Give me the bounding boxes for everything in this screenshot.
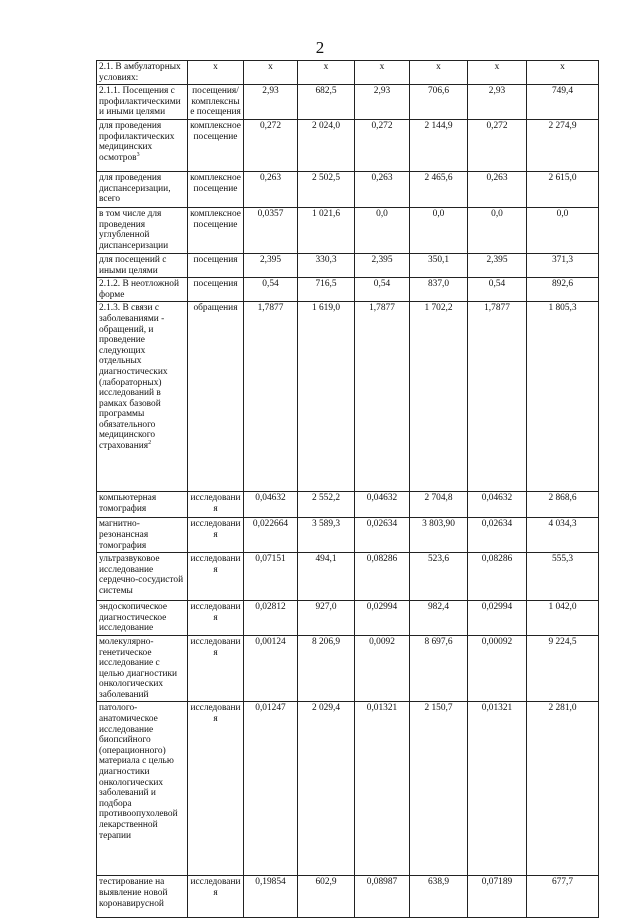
indicator-name: молекулярно-генетическое исследование с целью диагностики онкологических заболеваний	[99, 636, 178, 700]
indicator-name: в том числе для проведения углубленной диспансеризации	[99, 208, 169, 251]
value-cell: 2 704,8	[410, 492, 468, 518]
unit-cell: исследования	[188, 635, 244, 702]
value-cell: х	[298, 61, 355, 85]
value-cell: х	[355, 61, 410, 85]
value-cell: 0,08286	[468, 553, 527, 601]
value-cell: 1 021,6	[298, 207, 355, 253]
unit-cell: х	[188, 61, 244, 85]
footnote-mark: 3	[136, 151, 140, 158]
value-cell: 0,02634	[355, 518, 410, 553]
unit-cell: исследования	[188, 553, 244, 601]
indicator-name-cell	[97, 876, 188, 918]
value-cell: 2,93	[244, 85, 298, 120]
indicator-name: компьютерная томография	[99, 493, 157, 514]
value-cell: 982,4	[410, 601, 468, 636]
unit-cell: комплексное посещение	[188, 207, 244, 253]
value-cell: 706,6	[410, 85, 468, 120]
indicator-name: магнитно-резонансная томография	[99, 519, 149, 551]
value-cell: 677,7	[527, 876, 599, 918]
indicator-name: тестирование на выявление новой коронавирусной	[99, 877, 168, 909]
indicator-name: 2.1.3. В связи с заболеваниями - обращений, и проведение следующих отдельных диагностических (лабораторных) исследований в рамках базовой программы обязательного медицинского страхования	[99, 303, 168, 452]
value-cell: 0,00092	[468, 635, 527, 702]
value-cell: 0,0092	[355, 635, 410, 702]
value-cell: х	[468, 61, 527, 85]
value-cell: 1 805,3	[527, 302, 599, 492]
table-row	[97, 876, 599, 918]
value-cell: 0,272	[355, 119, 410, 171]
value-cell: 0,00124	[244, 635, 298, 702]
value-cell: 4 034,3	[527, 518, 599, 553]
value-cell: 0,022664	[244, 518, 298, 553]
indicator-name-cell	[97, 207, 188, 253]
unit-cell: исследования	[188, 876, 244, 918]
value-cell: 0,07189	[468, 876, 527, 918]
value-cell: 716,5	[298, 278, 355, 302]
table-row	[97, 278, 599, 302]
table-row	[97, 171, 599, 207]
value-cell: 0,0	[410, 207, 468, 253]
unit-cell: исследования	[188, 702, 244, 876]
value-cell: 0,01321	[355, 702, 410, 876]
indicator-name: ультразвуковое исследование сердечно-сосудистой системы	[99, 554, 184, 596]
value-cell: 0,04632	[244, 492, 298, 518]
indicator-name: 2.1. В амбулаторных условиях:	[99, 62, 181, 83]
table-row	[97, 253, 599, 277]
value-cell: 2 150,7	[410, 702, 468, 876]
indicator-name-cell	[97, 518, 188, 553]
indicator-name-cell	[97, 278, 188, 302]
value-cell: 0,54	[355, 278, 410, 302]
value-cell: 0,02994	[355, 601, 410, 636]
unit-cell: посещения/комплексные посещения	[188, 85, 244, 120]
value-cell: 682,5	[298, 85, 355, 120]
value-cell: 0,04632	[468, 492, 527, 518]
value-cell: 0,02812	[244, 601, 298, 636]
value-cell: 0,04632	[355, 492, 410, 518]
value-cell: 523,6	[410, 553, 468, 601]
table-row	[97, 601, 599, 636]
value-cell: 2,93	[468, 85, 527, 120]
indicator-name-cell	[97, 302, 188, 492]
value-cell: 0,272	[244, 119, 298, 171]
value-cell: 2,395	[468, 253, 527, 277]
value-cell: 1,7877	[355, 302, 410, 492]
value-cell: 0,02994	[468, 601, 527, 636]
value-cell: 1 702,2	[410, 302, 468, 492]
indicator-name: для проведения диспансеризации, всего	[99, 172, 171, 205]
indicator-name-cell	[97, 61, 188, 85]
unit-cell: исследования	[188, 601, 244, 636]
table-row	[97, 207, 599, 253]
indicator-name-cell	[97, 635, 188, 702]
value-cell: 749,4	[527, 85, 599, 120]
value-cell: 8 206,9	[298, 635, 355, 702]
value-cell: 0,263	[355, 171, 410, 207]
value-cell: 0,54	[468, 278, 527, 302]
value-cell: х	[527, 61, 599, 85]
value-cell: 2 868,6	[527, 492, 599, 518]
value-cell: 2,395	[244, 253, 298, 277]
table-row	[97, 492, 599, 518]
indicator-name: для проведения профилактических медицинских осмотров	[99, 120, 175, 163]
indicator-name-cell	[97, 119, 188, 171]
value-cell: 0,08286	[355, 553, 410, 601]
table-row	[97, 85, 599, 120]
table-row	[97, 119, 599, 171]
value-cell: 2 465,6	[410, 171, 468, 207]
value-cell: 3 803,90	[410, 518, 468, 553]
value-cell: 1,7877	[468, 302, 527, 492]
value-cell: 494,1	[298, 553, 355, 601]
indicator-name-cell	[97, 553, 188, 601]
value-cell: 602,9	[298, 876, 355, 918]
value-cell: 2 144,9	[410, 119, 468, 171]
value-cell: 2 029,4	[298, 702, 355, 876]
unit-cell: посещения	[188, 253, 244, 277]
table-row	[97, 518, 599, 553]
value-cell: 892,6	[527, 278, 599, 302]
indicator-name-cell	[97, 702, 188, 876]
unit-cell: исследования	[188, 492, 244, 518]
value-cell: 0,01321	[468, 702, 527, 876]
table-row	[97, 702, 599, 876]
value-cell: 9 224,5	[527, 635, 599, 702]
value-cell: 0,272	[468, 119, 527, 171]
table-row	[97, 635, 599, 702]
unit-cell: комплексное посещение	[188, 119, 244, 171]
indicator-name-cell	[97, 171, 188, 207]
value-cell: 3 589,3	[298, 518, 355, 553]
value-cell: 350,1	[410, 253, 468, 277]
value-cell: 2 615,0	[527, 171, 599, 207]
value-cell: 1,7877	[244, 302, 298, 492]
value-cell: 555,3	[527, 553, 599, 601]
value-cell: 0,0	[527, 207, 599, 253]
value-cell: 371,3	[527, 253, 599, 277]
value-cell: 0,08987	[355, 876, 410, 918]
value-cell: 638,9	[410, 876, 468, 918]
footnote-mark: 2	[148, 439, 152, 446]
value-cell: 2,93	[355, 85, 410, 120]
value-cell: 0,54	[244, 278, 298, 302]
value-cell: 0,263	[468, 171, 527, 207]
value-cell: 0,02634	[468, 518, 527, 553]
value-cell: 927,0	[298, 601, 355, 636]
value-cell: 0,0357	[244, 207, 298, 253]
value-cell: 2 281,0	[527, 702, 599, 876]
value-cell: 0,0	[355, 207, 410, 253]
value-cell: 330,3	[298, 253, 355, 277]
table-row	[97, 553, 599, 601]
value-cell: 0,263	[244, 171, 298, 207]
indicator-name: патолого-анатомическое исследование биопсийного (операционного) материала с целью диагностики онкологических заболеваний и подбора противоопухолевой лекарственной терапии	[99, 703, 178, 841]
indicator-name-cell	[97, 253, 188, 277]
unit-cell: обращения	[188, 302, 244, 492]
value-cell: 1 042,0	[527, 601, 599, 636]
unit-cell: посещения	[188, 278, 244, 302]
value-cell: 0,01247	[244, 702, 298, 876]
indicator-name-cell	[97, 85, 188, 120]
value-cell: 8 697,6	[410, 635, 468, 702]
value-cell: 0,19854	[244, 876, 298, 918]
indicator-name: эндоскопическое диагностическое исследование	[99, 602, 168, 634]
value-cell: 2 274,9	[527, 119, 599, 171]
value-cell: 2 024,0	[298, 119, 355, 171]
value-cell: 0,0	[468, 207, 527, 253]
table-row	[97, 61, 599, 85]
value-cell: 1 619,0	[298, 302, 355, 492]
unit-cell: комплексное посещение	[188, 171, 244, 207]
indicator-name-cell	[97, 601, 188, 636]
indicator-name: для посещений с иными целями	[99, 254, 167, 276]
unit-cell: исследования	[188, 518, 244, 553]
table-row	[97, 302, 599, 492]
value-cell: 2 552,2	[298, 492, 355, 518]
value-cell: 0,07151	[244, 553, 298, 601]
value-cell: х	[410, 61, 468, 85]
value-cell: 837,0	[410, 278, 468, 302]
value-cell: х	[244, 61, 298, 85]
indicator-name-cell	[97, 492, 188, 518]
indicator-name: 2.1.1. Посещения с профилактическими и иными целями	[99, 86, 181, 118]
page-number: 2	[315, 38, 325, 57]
standards-table	[96, 60, 599, 918]
value-cell: 2 502,5	[298, 171, 355, 207]
indicator-name: 2.1.2. В неотложной форме	[99, 279, 179, 300]
value-cell: 2,395	[355, 253, 410, 277]
